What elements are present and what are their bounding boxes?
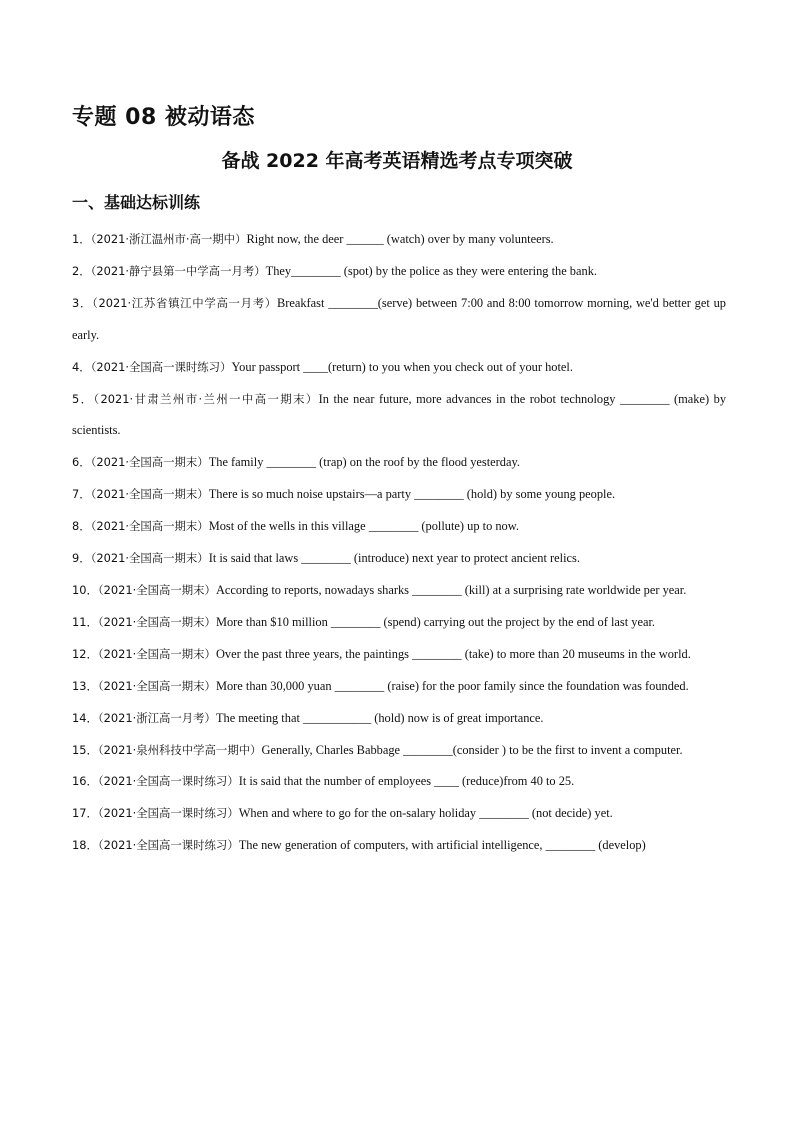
question-number: 3．	[72, 295, 93, 310]
question-item	[72, 766, 726, 798]
question-item	[72, 575, 726, 607]
question-text: They________ (spot) by the police as they were entering the bank.	[265, 263, 597, 278]
question-source: （2021·全国高一期末）	[90, 455, 209, 470]
question-source: （2021·全国高一期末）	[97, 614, 216, 629]
question-source: （2021·全国高一课时练习）	[97, 806, 239, 821]
question-source: （2021·静宁县第一中学高一月考）	[90, 263, 266, 278]
question-item	[72, 735, 726, 767]
question-text: Generally, Charles Babbage ________(consider ) to be the first to invent a computer.	[261, 742, 683, 757]
question-number: 16．	[72, 774, 98, 789]
question-number: 13．	[72, 678, 98, 693]
question-source: （2021·浙江温州市·高一期中）	[90, 232, 247, 246]
question-item	[72, 639, 726, 671]
question-source: （2021·全国高一课时练习）	[97, 774, 239, 789]
question-source: （2021·全国高一期末）	[90, 519, 209, 534]
question-source: （2021·全国高一期末）	[97, 582, 216, 597]
question-number: 9．	[72, 551, 91, 566]
question-source: （2021·全国高一期末）	[97, 646, 216, 661]
question-item	[72, 256, 726, 288]
question-text: More than $10 million ________ (spend) carrying out the project by the end of last year.	[215, 614, 656, 629]
question-item	[72, 352, 726, 384]
question-text: Right now, the deer ______ (watch) over by many volunteers.	[246, 232, 554, 246]
question-number: 8．	[72, 519, 91, 534]
question-number: 17．	[72, 806, 98, 821]
question-number: 2．	[72, 263, 91, 278]
question-source: （2021·全国高一期末）	[90, 551, 209, 566]
question-number: 18．	[72, 838, 98, 853]
question-list	[72, 224, 726, 862]
question-number: 15．	[72, 742, 98, 757]
question-text: Breakfast ________(serve) between 7:00 and 8:00 tomorrow morning, we'd better get up early.	[72, 295, 726, 342]
question-source: （2021·泉州科技中学高一期中）	[97, 742, 262, 757]
question-source: （2021·全国高一课时练习）	[90, 359, 232, 374]
question-source: （2021·全国高一期末）	[90, 487, 209, 502]
question-text: More than 30,000 yuan ________ (raise) for the poor family since the foundation was founded.	[215, 678, 689, 693]
question-text: Your passport ____(return) to you when you check out of your hotel.	[231, 359, 573, 374]
question-text: The meeting that ___________ (hold) now is of great importance.	[215, 710, 544, 725]
question-text: It is said that laws ________ (introduce) next year to protect ancient relics.	[208, 551, 580, 566]
question-number: 4．	[72, 359, 91, 374]
question-item	[72, 607, 726, 639]
question-item	[72, 224, 726, 256]
question-number: 11．	[72, 614, 98, 629]
question-text: It is said that the number of employees ____ (reduce)from 40 to 25.	[238, 774, 575, 789]
question-text: The new generation of computers, with artificial intelligence, ________ (develop)	[238, 838, 646, 853]
question-item	[72, 479, 726, 511]
question-text: There is so much noise upstairs—a party ________ (hold) by some young people.	[208, 487, 616, 502]
question-number: 1．	[72, 232, 91, 246]
question-source: （2021·浙江高一月考）	[97, 710, 216, 725]
question-text: In the near future, more advances in the robot technology ________ (make) by scientists.	[72, 391, 727, 438]
question-text: Most of the wells in this village ________ (pollute) up to now.	[208, 519, 519, 534]
question-number: 6．	[72, 455, 91, 470]
question-item	[72, 671, 726, 703]
question-source: （2021·全国高一课时练习）	[97, 838, 239, 853]
question-source: （2021·全国高一期末）	[97, 678, 216, 693]
question-item	[72, 543, 726, 575]
question-source: （2021·江苏省镇江中学高一月考）	[92, 295, 277, 310]
question-number: 5．	[72, 391, 94, 406]
question-text: Over the past three years, the paintings ________ (take) to more than 20 museums in the world.	[215, 646, 691, 661]
section-heading: 一、基础达标训练	[72, 193, 201, 212]
question-item	[72, 798, 726, 830]
question-item	[72, 703, 726, 735]
question-text: When and where to go for the on-salary holiday ________ (not decide) yet.	[238, 806, 613, 821]
question-number: 14．	[72, 710, 98, 725]
question-source: （2021·甘肃兰州市·兰州一中高一期末）	[93, 391, 319, 406]
question-item	[72, 830, 726, 862]
question-text: According to reports, nowadays sharks ________ (kill) at a surprising rate worldwide per year.	[215, 582, 687, 597]
question-item	[72, 384, 726, 448]
question-number: 12．	[72, 646, 98, 661]
document-title: 专题 08 被动语态	[72, 105, 255, 130]
question-text: The family ________ (trap) on the roof by the flood yesterday.	[208, 455, 520, 470]
question-item	[72, 288, 726, 352]
document-subtitle: 备战 2022 年高考英语精选考点专项突破	[221, 150, 573, 172]
question-number: 7．	[72, 487, 91, 502]
question-item	[72, 447, 726, 479]
question-item	[72, 511, 726, 543]
question-number: 10．	[72, 582, 98, 597]
